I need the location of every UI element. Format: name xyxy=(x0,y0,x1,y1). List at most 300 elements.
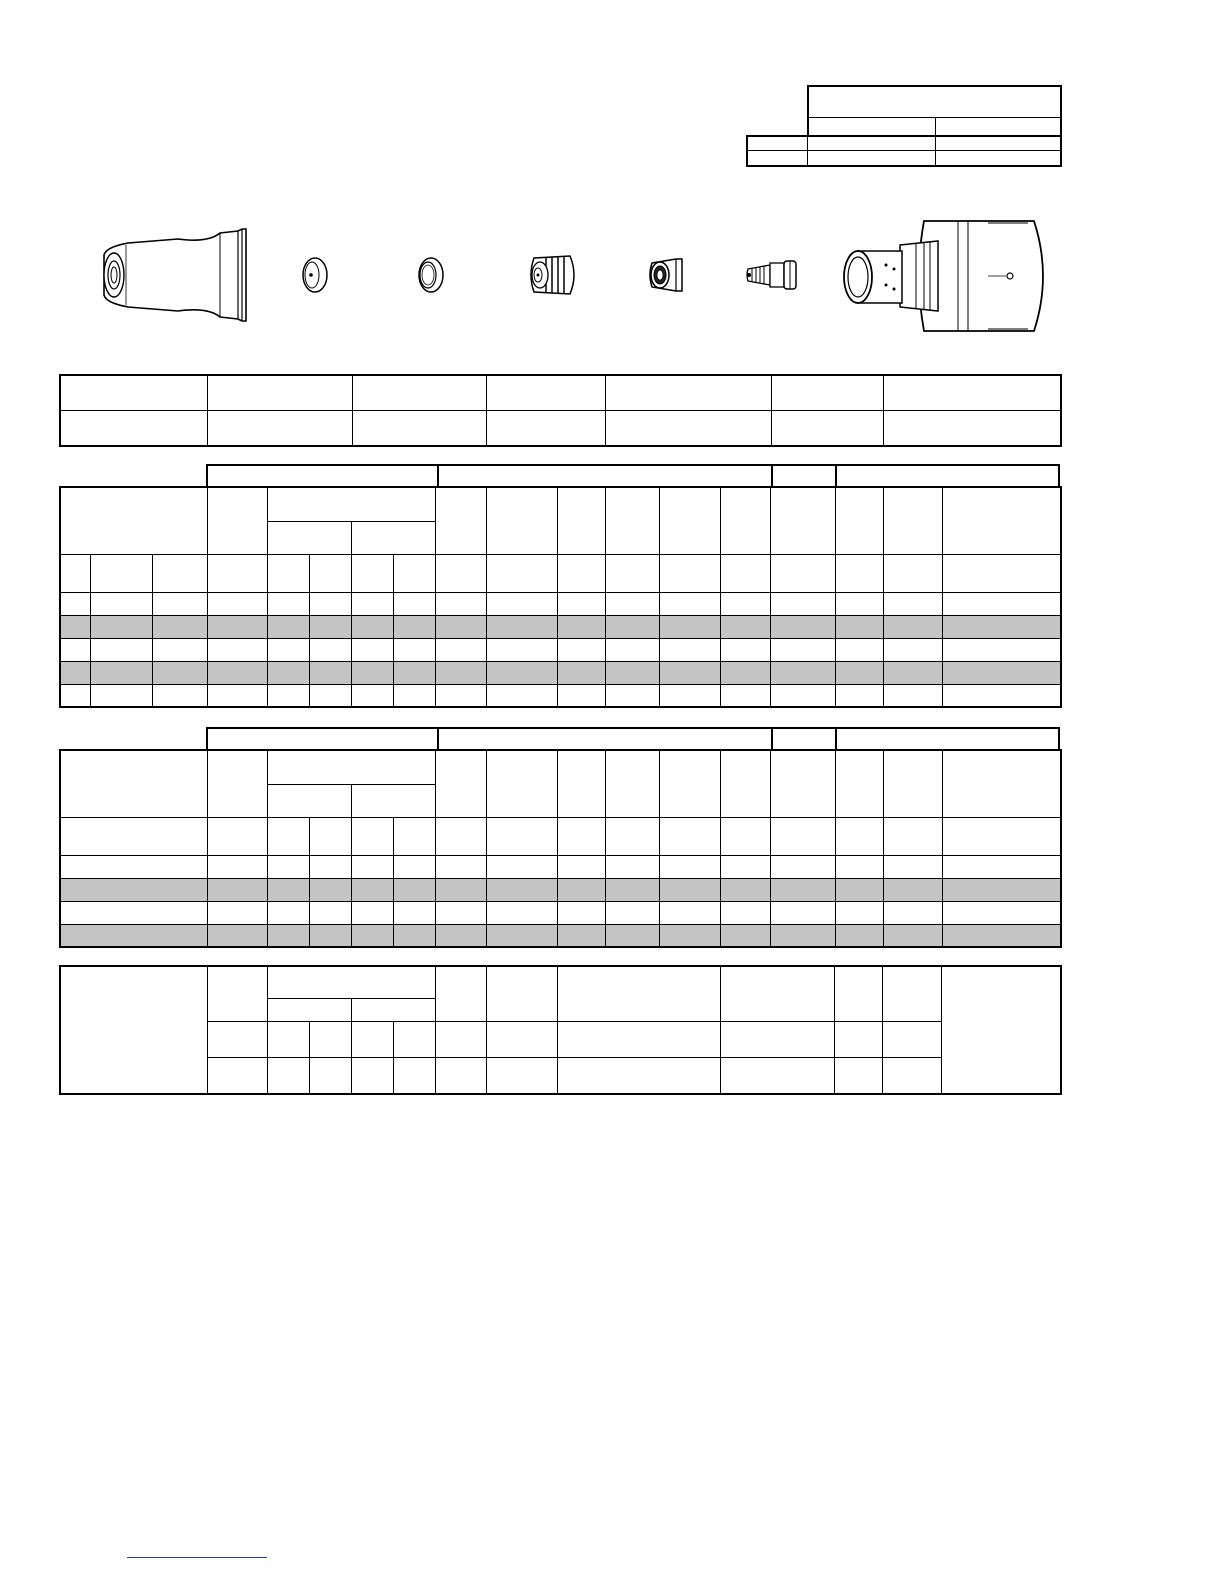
table-cell xyxy=(659,684,720,707)
deflector-icon xyxy=(298,255,332,295)
table-cell xyxy=(486,1058,557,1094)
table-cell xyxy=(435,878,486,901)
table-cell xyxy=(557,638,605,661)
table-cell xyxy=(351,817,393,855)
nozzle-icon xyxy=(646,253,690,297)
table-row xyxy=(60,924,1061,947)
table-cell xyxy=(60,661,90,684)
table-cell xyxy=(60,487,207,554)
table-cell xyxy=(309,901,351,924)
table-cell xyxy=(351,684,393,707)
footer-link-underline[interactable] xyxy=(127,1557,267,1558)
table-cell xyxy=(352,411,486,447)
table-cell xyxy=(393,855,435,878)
header-table-bottom-row-divider xyxy=(746,150,1060,151)
table-cell xyxy=(942,684,1061,707)
table-cell xyxy=(486,375,605,411)
table-cell xyxy=(605,592,659,615)
table-cell xyxy=(309,638,351,661)
table-cell xyxy=(152,592,207,615)
table-cell xyxy=(60,901,207,924)
table-cell xyxy=(942,661,1061,684)
table-cell xyxy=(309,661,351,684)
table-cell xyxy=(605,411,771,447)
header-table-bottom xyxy=(746,135,1062,167)
table-cell xyxy=(882,966,941,1021)
table-cell xyxy=(605,817,659,855)
table-cell xyxy=(883,855,942,878)
table-cell xyxy=(835,638,883,661)
table-cell xyxy=(835,855,883,878)
table-row xyxy=(60,855,1061,878)
table-cell xyxy=(486,878,557,901)
table-cell xyxy=(351,1021,393,1057)
table-cell xyxy=(207,817,267,855)
table-cell xyxy=(883,661,942,684)
table-row xyxy=(60,615,1061,638)
bottom-table xyxy=(59,965,1062,1095)
table-cell xyxy=(720,1058,834,1094)
table-cell xyxy=(486,615,557,638)
table-row xyxy=(60,1058,1061,1094)
table-cell xyxy=(659,638,720,661)
table-cell xyxy=(207,411,352,447)
table-cell xyxy=(267,1021,309,1057)
table-cell xyxy=(720,924,770,947)
table-cell xyxy=(207,487,267,554)
table-cell xyxy=(770,661,835,684)
table-cell xyxy=(351,1058,393,1094)
table-cell xyxy=(393,1021,435,1057)
header-row xyxy=(60,966,1061,998)
table-cell xyxy=(605,487,659,554)
table-cell xyxy=(267,855,309,878)
table-cell xyxy=(393,924,435,947)
table-cell xyxy=(351,592,393,615)
table-cell xyxy=(393,638,435,661)
table-cell xyxy=(720,592,770,615)
table-cell xyxy=(435,684,486,707)
table-cell xyxy=(942,487,1061,554)
group-header-cell xyxy=(771,464,837,487)
table-cell xyxy=(152,554,207,592)
table-cell xyxy=(557,878,605,901)
table-cell xyxy=(435,1058,486,1094)
table-cell xyxy=(351,638,393,661)
table-cell xyxy=(486,901,557,924)
table-cell xyxy=(60,592,90,615)
table-cell xyxy=(267,487,435,521)
table-cell xyxy=(393,878,435,901)
table-cell xyxy=(207,661,267,684)
table-cell xyxy=(152,661,207,684)
table-cell xyxy=(267,592,309,615)
unit-row xyxy=(60,817,1061,855)
table-cell xyxy=(720,615,770,638)
table-cell xyxy=(659,487,720,554)
table-cell xyxy=(486,592,557,615)
group-header-cell xyxy=(435,464,773,487)
table-cell xyxy=(486,684,557,707)
table-cell xyxy=(835,554,883,592)
group-header-cell xyxy=(206,464,439,487)
table-cell xyxy=(835,901,883,924)
table-cell xyxy=(90,661,152,684)
table-cell xyxy=(309,817,351,855)
table-cell xyxy=(557,487,605,554)
table-cell xyxy=(60,966,207,1094)
electrode-icon xyxy=(744,257,804,293)
header-table-container xyxy=(746,85,1060,167)
table-cell xyxy=(435,924,486,947)
table-cell xyxy=(659,924,720,947)
table-cell xyxy=(309,615,351,638)
table-row xyxy=(60,684,1061,707)
table-cell xyxy=(835,592,883,615)
group-header-cell xyxy=(435,727,773,750)
table-cell xyxy=(435,750,486,817)
table-cell xyxy=(207,901,267,924)
table-cell xyxy=(60,411,207,447)
header-table-bottom-col-divider xyxy=(807,135,808,165)
table-cell xyxy=(60,375,207,411)
table-cell xyxy=(659,661,720,684)
table-cell xyxy=(557,924,605,947)
table-cell xyxy=(883,924,942,947)
table-cell xyxy=(435,1021,486,1057)
table-cell xyxy=(393,817,435,855)
table-row xyxy=(60,901,1061,924)
parts-table-header-row xyxy=(60,375,1061,411)
table-cell xyxy=(942,750,1061,817)
table-cell xyxy=(267,998,351,1021)
table-cell xyxy=(393,554,435,592)
table-cell xyxy=(393,615,435,638)
table-cell xyxy=(771,375,883,411)
table-cell xyxy=(207,1058,267,1094)
parts-table-value-row xyxy=(60,411,1061,447)
table-cell xyxy=(393,684,435,707)
group-header-cell xyxy=(835,464,1060,487)
swirl-ring-icon xyxy=(526,250,582,300)
table-cell xyxy=(207,878,267,901)
table-cell xyxy=(207,684,267,707)
table-cell xyxy=(882,1058,941,1094)
table-cell xyxy=(486,924,557,947)
table-cell xyxy=(207,855,267,878)
table-cell xyxy=(771,411,883,447)
table-cell xyxy=(835,878,883,901)
table-cell xyxy=(557,750,605,817)
table-cell xyxy=(60,817,207,855)
header-row xyxy=(60,750,1061,784)
table-cell xyxy=(557,684,605,707)
table-cell xyxy=(883,592,942,615)
table-cell xyxy=(351,901,393,924)
table-cell xyxy=(309,1021,351,1057)
table-cell xyxy=(60,684,90,707)
table-cell xyxy=(267,924,309,947)
table-cell xyxy=(486,661,557,684)
table-cell xyxy=(486,750,557,817)
table-cell xyxy=(834,1021,882,1057)
shield-cap-icon xyxy=(98,225,288,325)
table-cell xyxy=(659,554,720,592)
table-cell xyxy=(351,855,393,878)
table-cell xyxy=(659,817,720,855)
table-cell xyxy=(267,750,435,784)
table-cell xyxy=(309,855,351,878)
table-cell xyxy=(659,855,720,878)
table-cell xyxy=(605,901,659,924)
group-header-cell xyxy=(835,727,1060,750)
table-cell xyxy=(659,901,720,924)
table-cell xyxy=(942,638,1061,661)
table-cell xyxy=(267,615,309,638)
table-cell xyxy=(351,924,393,947)
table-cell xyxy=(435,554,486,592)
table-cell xyxy=(883,638,942,661)
table-cell xyxy=(435,817,486,855)
table-cell xyxy=(435,592,486,615)
table-cell xyxy=(351,554,393,592)
cut-chart-1 xyxy=(59,486,1062,708)
table-cell xyxy=(351,521,435,554)
unit-row xyxy=(60,554,1061,592)
table-cell xyxy=(883,411,1061,447)
table-cell xyxy=(435,855,486,878)
cut-chart-1-group-header xyxy=(206,464,1060,487)
table-cell xyxy=(720,638,770,661)
table-cell xyxy=(557,1058,720,1094)
table-cell xyxy=(770,554,835,592)
table-cell xyxy=(770,592,835,615)
table-cell xyxy=(351,661,393,684)
table-cell xyxy=(60,638,90,661)
table-cell xyxy=(152,684,207,707)
table-cell xyxy=(60,855,207,878)
table-cell xyxy=(435,901,486,924)
table-cell xyxy=(770,901,835,924)
table-cell xyxy=(835,750,883,817)
table-cell xyxy=(557,966,720,1021)
table-cell xyxy=(435,661,486,684)
table-cell xyxy=(60,924,207,947)
table-cell xyxy=(942,554,1061,592)
table-cell xyxy=(267,684,309,707)
table-cell xyxy=(883,375,1061,411)
table-cell xyxy=(393,661,435,684)
table-cell xyxy=(720,878,770,901)
table-cell xyxy=(309,684,351,707)
table-cell xyxy=(942,615,1061,638)
table-cell xyxy=(267,817,309,855)
table-cell xyxy=(90,638,152,661)
table-cell xyxy=(309,878,351,901)
table-cell xyxy=(605,661,659,684)
table-cell xyxy=(605,615,659,638)
table-row xyxy=(60,638,1061,661)
table-cell xyxy=(834,1058,882,1094)
table-cell xyxy=(720,684,770,707)
table-cell xyxy=(770,924,835,947)
table-cell xyxy=(267,521,351,554)
table-cell xyxy=(883,817,942,855)
table-cell xyxy=(605,638,659,661)
table-cell xyxy=(942,924,1061,947)
table-row xyxy=(60,1021,1061,1057)
table-cell xyxy=(557,661,605,684)
table-cell xyxy=(720,554,770,592)
table-cell xyxy=(207,750,267,817)
table-cell xyxy=(720,661,770,684)
table-cell xyxy=(942,901,1061,924)
table-cell xyxy=(557,901,605,924)
table-cell xyxy=(605,554,659,592)
table-cell xyxy=(659,592,720,615)
table-cell xyxy=(770,878,835,901)
table-cell xyxy=(309,924,351,947)
table-cell xyxy=(770,855,835,878)
table-cell xyxy=(60,615,90,638)
table-cell xyxy=(351,615,393,638)
table-cell xyxy=(770,615,835,638)
table-cell xyxy=(883,554,942,592)
table-cell xyxy=(770,487,835,554)
table-cell xyxy=(90,554,152,592)
table-cell xyxy=(351,998,435,1021)
cut-chart-2-group-header xyxy=(206,727,1060,750)
table-cell xyxy=(883,615,942,638)
table-cell xyxy=(770,817,835,855)
group-header-cell xyxy=(771,727,837,750)
torch-head-icon xyxy=(838,213,1060,339)
table-cell xyxy=(486,487,557,554)
table-cell xyxy=(60,878,207,901)
table-cell xyxy=(557,1021,720,1057)
table-cell xyxy=(659,750,720,817)
table-cell xyxy=(207,966,267,1021)
table-cell xyxy=(605,855,659,878)
cut-chart-2 xyxy=(59,749,1062,948)
parts-table xyxy=(59,374,1062,447)
table-cell xyxy=(883,750,942,817)
table-cell xyxy=(882,1021,941,1057)
retaining-ring-icon xyxy=(415,255,447,295)
parts-illustration-row xyxy=(60,195,1060,345)
table-cell xyxy=(352,375,486,411)
table-cell xyxy=(309,554,351,592)
table-cell xyxy=(486,554,557,592)
table-cell xyxy=(720,966,834,1021)
header-table-top xyxy=(807,85,1062,119)
table-cell xyxy=(267,966,435,998)
table-cell xyxy=(834,966,882,1021)
table-cell xyxy=(207,592,267,615)
table-cell xyxy=(267,638,309,661)
table-row xyxy=(60,661,1061,684)
table-cell xyxy=(720,1021,834,1057)
table-cell xyxy=(393,1058,435,1094)
table-cell xyxy=(557,817,605,855)
table-cell xyxy=(883,487,942,554)
table-cell xyxy=(486,855,557,878)
table-cell xyxy=(835,817,883,855)
table-cell xyxy=(309,592,351,615)
group-header-cell xyxy=(206,727,439,750)
table-cell xyxy=(486,638,557,661)
table-cell xyxy=(60,750,207,817)
table-cell xyxy=(605,375,771,411)
table-cell xyxy=(486,966,557,1021)
table-cell xyxy=(883,878,942,901)
table-cell xyxy=(351,878,393,901)
table-cell xyxy=(883,684,942,707)
table-cell xyxy=(942,817,1061,855)
table-cell xyxy=(941,966,1061,1094)
table-cell xyxy=(435,638,486,661)
table-cell xyxy=(267,784,351,817)
table-cell xyxy=(770,750,835,817)
table-cell xyxy=(835,615,883,638)
table-cell xyxy=(351,784,435,817)
table-cell xyxy=(309,1058,351,1094)
table-cell xyxy=(393,901,435,924)
table-cell xyxy=(267,1058,309,1094)
table-cell xyxy=(267,878,309,901)
table-cell xyxy=(883,901,942,924)
table-cell xyxy=(207,554,267,592)
table-cell xyxy=(770,638,835,661)
table-cell xyxy=(942,855,1061,878)
table-cell xyxy=(207,924,267,947)
table-cell xyxy=(207,615,267,638)
table-cell xyxy=(152,638,207,661)
table-cell xyxy=(152,615,207,638)
table-cell xyxy=(720,750,770,817)
table-cell xyxy=(435,487,486,554)
table-cell xyxy=(720,487,770,554)
table-cell xyxy=(720,901,770,924)
table-cell xyxy=(835,661,883,684)
table-cell xyxy=(605,750,659,817)
table-cell xyxy=(435,615,486,638)
table-cell xyxy=(605,924,659,947)
table-cell xyxy=(770,684,835,707)
table-cell xyxy=(720,817,770,855)
table-cell xyxy=(393,592,435,615)
table-cell xyxy=(267,554,309,592)
table-cell xyxy=(659,615,720,638)
table-cell xyxy=(60,554,90,592)
table-cell xyxy=(942,878,1061,901)
table-cell xyxy=(557,592,605,615)
table-cell xyxy=(659,878,720,901)
table-cell xyxy=(207,1021,267,1057)
table-cell xyxy=(90,684,152,707)
table-cell xyxy=(605,878,659,901)
header-row xyxy=(60,487,1061,521)
table-cell xyxy=(207,375,352,411)
table-cell xyxy=(557,855,605,878)
table-cell xyxy=(720,855,770,878)
table-cell xyxy=(90,615,152,638)
table-cell xyxy=(557,615,605,638)
table-cell xyxy=(605,684,659,707)
table-cell xyxy=(942,592,1061,615)
table-cell xyxy=(267,661,309,684)
table-cell xyxy=(486,411,605,447)
